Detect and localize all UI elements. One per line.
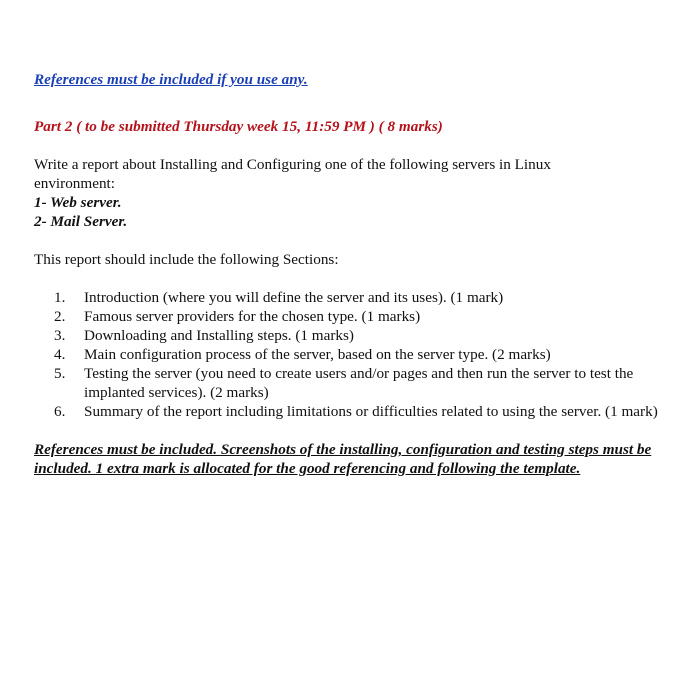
list-item-text: Summary of the report including limitations or difficulties related to using the server. (1 mark) <box>84 403 658 420</box>
sections-list <box>34 288 684 421</box>
list-item-number: 1. <box>54 289 66 306</box>
list-item-number: 4. <box>54 346 66 363</box>
list-item-text: Main configuration process of the server, based on the server type. (2 marks) <box>84 346 551 363</box>
instructions-block <box>34 155 624 231</box>
list-item-text: Introduction (where you will define the server and its uses). (1 mark) <box>84 289 504 306</box>
references-note: References must be included if you use any. <box>34 71 308 88</box>
list-item-number: 2. <box>54 308 66 325</box>
sections-intro: This report should include the following Sections: <box>34 251 339 268</box>
part-heading: Part 2 ( to be submitted Thursday week 15, 11:59 PM ) ( 8 marks) <box>34 118 443 135</box>
list-item-number: 5. <box>54 365 66 382</box>
list-item-text: Famous server providers for the chosen type. (1 marks) <box>84 308 421 325</box>
server-option-mail: 2- Mail Server. <box>34 213 128 230</box>
server-option-web: 1- Web server. <box>34 194 122 211</box>
list-item <box>34 288 684 307</box>
list-item-number: 6. <box>54 403 66 420</box>
list-item <box>34 364 684 402</box>
list-item-number: 3. <box>54 327 66 344</box>
instructions-text: Write a report about Installing and Configuring one of the following servers in Linux environment: <box>34 156 551 192</box>
submission-requirements-note: References must be included. Screenshots of the installing, configuration and testing steps must be included. 1 extra mark is allocated for the good referencing and following the template. <box>34 441 652 477</box>
assignment-page <box>34 70 684 478</box>
list-item <box>34 345 684 364</box>
list-item <box>34 326 684 345</box>
list-item-text: Testing the server (you need to create users and/or pages and then run the server to test the implanted services). (2 marks) <box>84 365 634 401</box>
list-item-text: Downloading and Installing steps. (1 marks) <box>84 327 354 344</box>
list-item <box>34 402 684 421</box>
list-item <box>34 307 684 326</box>
